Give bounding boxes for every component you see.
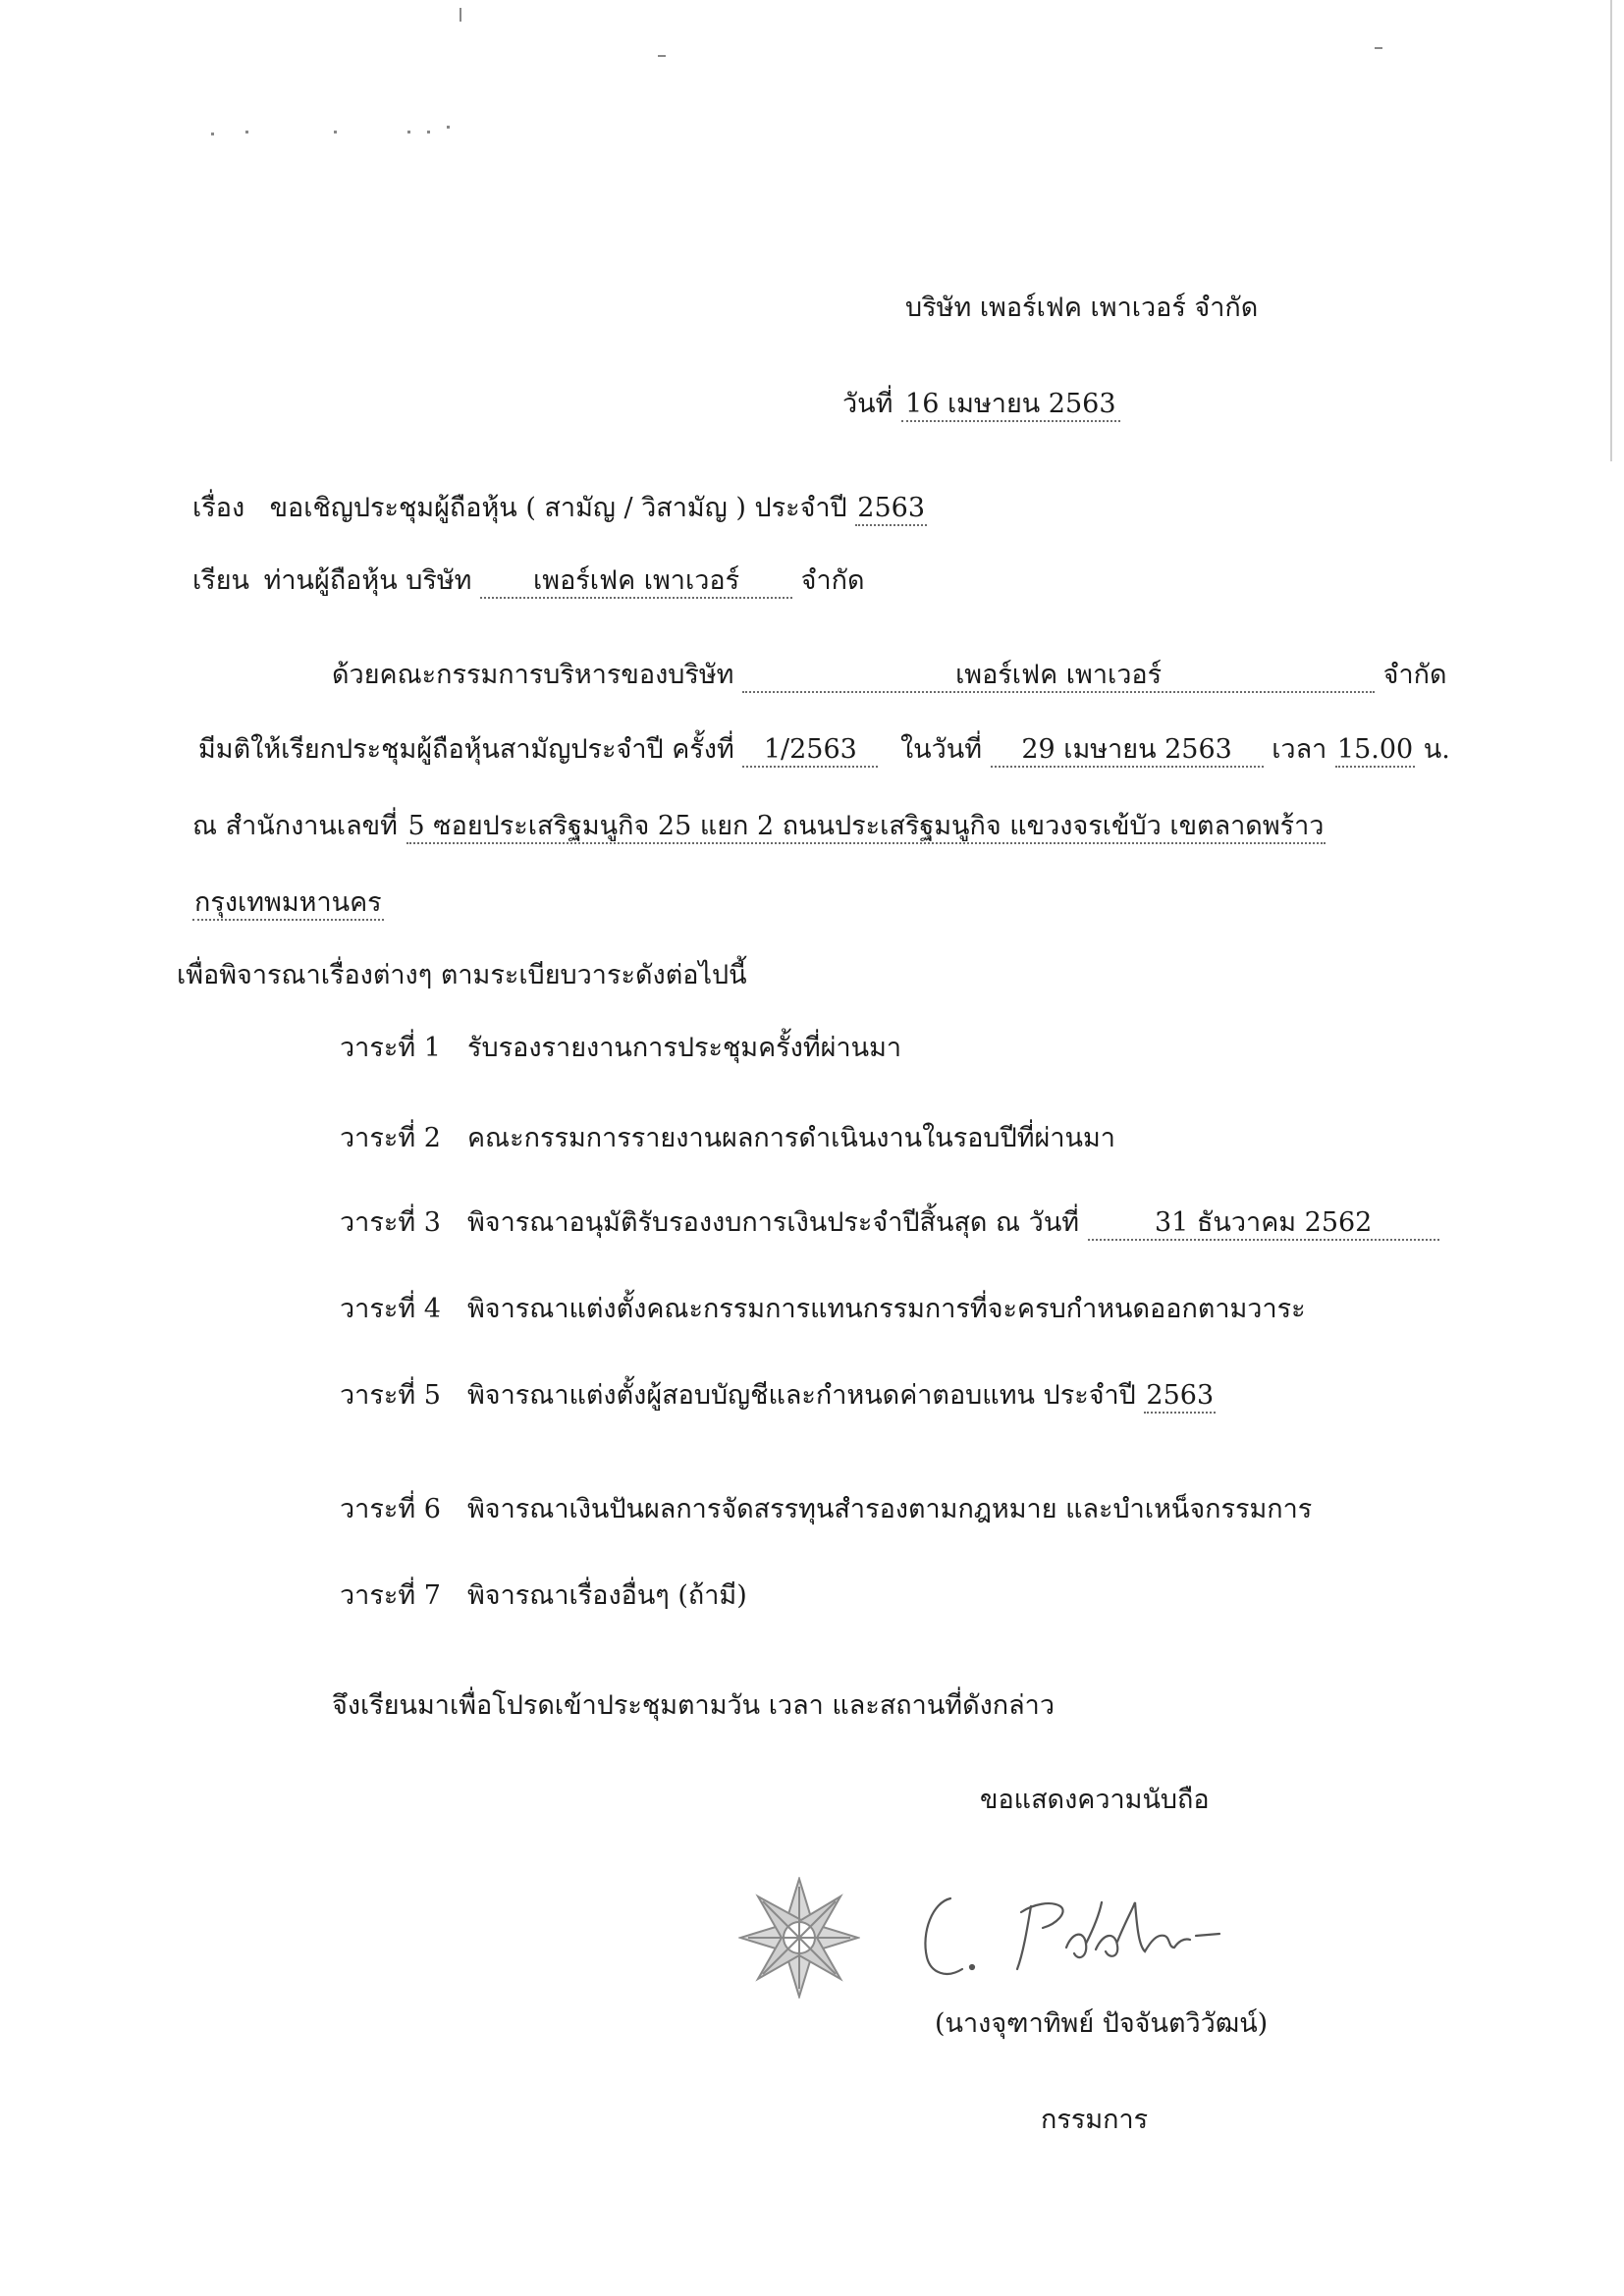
agenda-item-4 — [340, 1294, 1306, 1325]
agenda-number: วาระที่ 2 — [340, 1123, 441, 1153]
meeting-time: 15.00 — [1335, 734, 1415, 768]
signature — [913, 1873, 1247, 2001]
recipient-suffix: จำกัด — [800, 565, 865, 596]
subject-year: 2563 — [855, 493, 927, 526]
scan-speck — [334, 131, 337, 133]
scan-speck — [460, 8, 461, 22]
closing-text: จึงเรียนมาเพื่อโปรดเข้าประชุมตามวัน เวลา และสถานที่ดังกล่าว — [332, 1690, 1056, 1721]
scan-speck — [211, 133, 214, 135]
letter-date — [842, 389, 1120, 422]
company-name: บริษัท เพอร์เฟค เพาเวอร์ จำกัด — [905, 293, 1259, 323]
agenda-item-2 — [340, 1123, 1115, 1154]
subject-text: ขอเชิญประชุมผู้ถือหุ้น ( สามัญ / วิสามัญ ) ประจำปี — [269, 493, 847, 523]
agenda-item-5 — [340, 1380, 1216, 1414]
scan-speck — [407, 131, 410, 133]
signer-position: กรรมการ — [1041, 2105, 1149, 2135]
agenda-item-7 — [340, 1580, 747, 1612]
subject-label: เรื่อง — [192, 493, 245, 523]
date-label: วันที่ — [842, 389, 893, 419]
agenda-intro: เพื่อพิจารณาเรื่องต่างๆ ตามระเบียบวาระดังต่อไปนี้ — [177, 960, 747, 990]
agenda-text: รับรองรายงานการประชุมครั้งที่ผ่านมา — [467, 1033, 902, 1063]
body-company: เพอร์เฟค เพาเวอร์ — [742, 660, 1375, 693]
agenda-text: พิจารณาแต่งตั้งผู้สอบบัญชีและกำหนดค่าตอบแทน ประจำปี — [467, 1380, 1136, 1411]
recipient-text: ท่านผู้ถือหุ้น บริษัท — [263, 565, 472, 596]
meeting-day-label: ในวันที่ — [899, 734, 982, 765]
company-seal — [738, 1877, 860, 1999]
agenda-text: พิจารณาเรื่องอื่นๆ (ถ้ามี) — [467, 1580, 747, 1611]
date-value: 16 เมษายน 2563 — [901, 389, 1120, 422]
subject-line — [192, 493, 927, 526]
agenda-number: วาระที่ 4 — [340, 1294, 441, 1324]
agenda-item-6 — [340, 1494, 1312, 1525]
signer-name: (นางจุฑาทิพย์ ปัจจันตวิวัฒน์) — [935, 2008, 1269, 2039]
venue-city: กรุงเทพมหานคร — [192, 887, 384, 921]
venue-address: 5 ซอยประเสริฐมนูกิจ 25 แยก 2 ถนนประเสริฐมนูกิจ แขวงจรเข้บัว เขตลาดพร้าว — [406, 811, 1326, 844]
scan-speck — [658, 55, 666, 57]
body-suffix: จำกัด — [1382, 660, 1447, 690]
agenda-number: วาระที่ 1 — [340, 1033, 441, 1063]
body-line-4 — [192, 887, 384, 921]
scan-speck — [427, 131, 430, 133]
agenda-number: วาระที่ 3 — [340, 1207, 441, 1238]
meeting-number: 1/2563 — [742, 734, 878, 768]
recipient-label: เรียน — [192, 565, 250, 596]
agenda-text: คณะกรรมการรายงานผลการดำเนินงานในรอบปีที่ผ่านมา — [467, 1123, 1115, 1153]
body-line-1 — [332, 660, 1447, 693]
scan-speck — [447, 126, 450, 129]
recipient-line — [192, 565, 865, 599]
agenda-item-3 — [340, 1207, 1439, 1241]
recipient-company: เพอร์เฟค เพาเวอร์ — [480, 565, 792, 599]
agenda-number: วาระที่ 7 — [340, 1580, 441, 1611]
body-line-3 — [192, 811, 1326, 844]
meeting-time-label: เวลา — [1272, 734, 1327, 765]
body-line-2 — [198, 734, 1450, 768]
scan-speck — [245, 131, 248, 133]
agenda-text: พิจารณาเงินปันผลการจัดสรรทุนสำรองตามกฎหมาย และบำเหน็จกรรมการ — [467, 1494, 1313, 1524]
venue-prefix: ณ สำนักงานเลขที่ — [192, 811, 398, 841]
regards-text: ขอแสดงความนับถือ — [980, 1785, 1210, 1815]
agenda-number: วาระที่ 6 — [340, 1494, 441, 1524]
meeting-date: 29 เมษายน 2563 — [991, 734, 1264, 768]
meeting-prefix: มีมติให้เรียกประชุมผู้ถือหุ้นสามัญประจำปี ครั้งที่ — [198, 734, 734, 765]
agenda-text: พิจารณาแต่งตั้งคณะกรรมการแทนกรรมการที่จะครบกำหนดออกตามวาระ — [467, 1294, 1306, 1324]
meeting-time-unit: น. — [1423, 734, 1450, 765]
agenda-item-1 — [340, 1033, 901, 1064]
agenda-text: พิจารณาอนุมัติรับรองงบการเงินประจำปีสิ้นสุด ณ วันที่ — [467, 1207, 1080, 1238]
agenda-value: 2563 — [1144, 1380, 1216, 1414]
scan-speck — [1375, 47, 1382, 49]
agenda-value: 31 ธันวาคม 2562 — [1088, 1207, 1439, 1241]
agenda-number: วาระที่ 5 — [340, 1380, 441, 1411]
scan-speck — [1610, 0, 1612, 461]
body-prefix: ด้วยคณะกรรมการบริหารของบริษัท — [332, 660, 734, 690]
